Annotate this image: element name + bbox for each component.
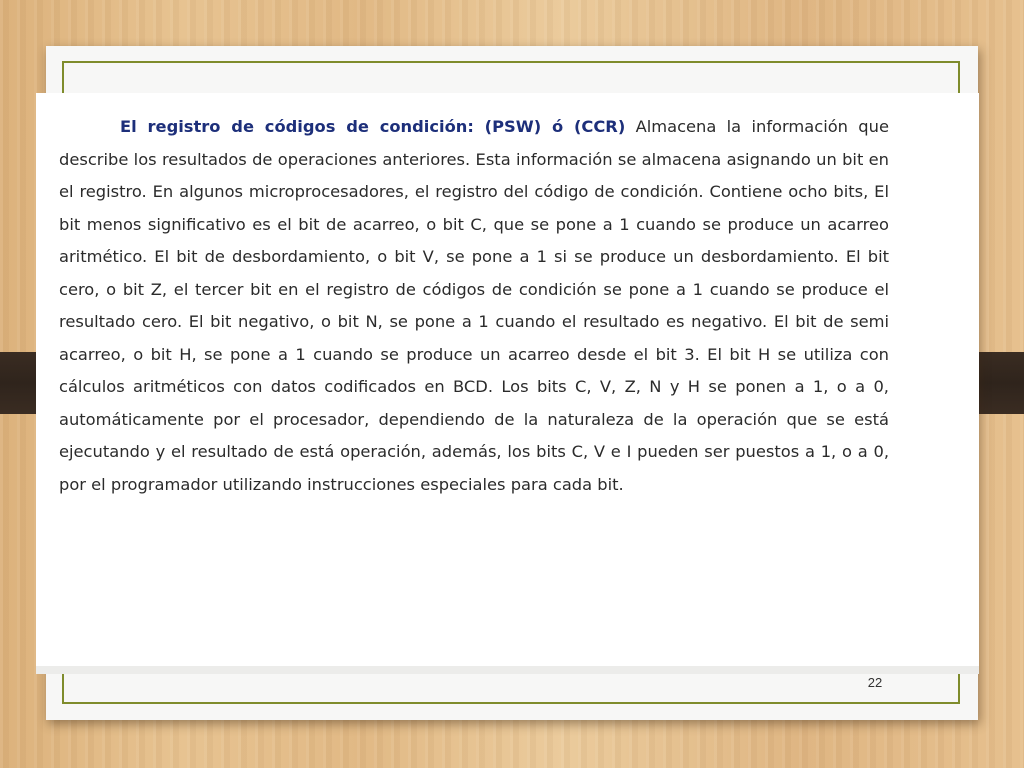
page-number: 22 <box>867 675 883 690</box>
paragraph-body-text: Almacena la información que describe los resultados de operaciones anteriores. Esta información se almacena asignando un bit en el registro. En algunos microprocesadores, el registro del código de condición. Contiene ocho bits, El bit menos significativo es el bit de acarreo, o bit C, que se pone a 1 cuando se produce un acarreo aritmético. El bit de desbordamiento, o bit V, se pone a 1 si se produce un desbordamiento. El bit cero, o bit Z, el tercer bit en el registro de códigos de condición se pone a 1 cuando se produce el resultado cero. El bit negativo, o bit N, se pone a 1 cuando el resultado es negativo. El bit de semi acarreo, o bit H, se pone a 1 cuando se produce un acarreo desde el bit 3. El bit H se utiliza con cálculos aritméticos con datos codificados en BCD. Los bits C, V, Z, N y H se ponen a 1, o a 0, automáticamente por el procesador, dependiendo de la naturaleza de la operación que se está ejecutando y el resultado de está operación, además, los bits C, V e I pueden ser puestos a 1, o a 0, por el programador utilizando instrucciones especiales para cada bit. <box>59 117 889 494</box>
slide-body-paragraph <box>59 111 889 501</box>
paragraph-lead-title: El registro de códigos de condición: (PSW) ó (CCR) <box>120 117 626 136</box>
